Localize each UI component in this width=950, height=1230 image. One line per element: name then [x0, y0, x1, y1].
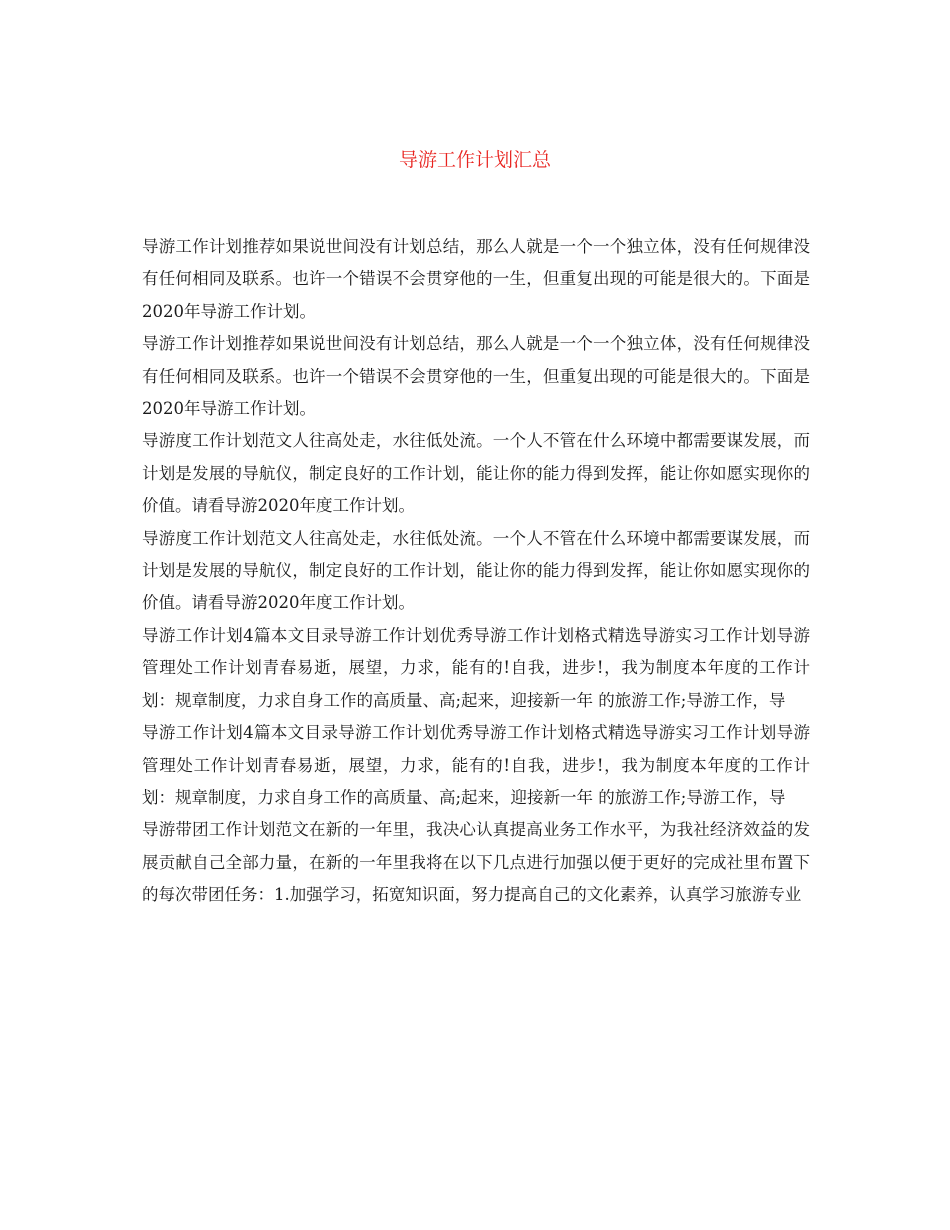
paragraph: 导游工作计划4篇本文目录导游工作计划优秀导游工作计划格式精选导游实习工作计划导游管理处工作计划青春易逝，展望，力求，能有的!自我，进步!，我为制度本年度的工作计划：规章制度，力求自身工作的高质量、高;起来，迎接新一年 的旅游工作;导游工作，导 [142, 625, 810, 710]
paragraph: 导游带团工作计划范文在新的一年里，我决心认真提高业务工作水平，为我社经济效益的发展贡献自己全部力量，在新的一年里我将在以下几点进行加强以便于更好的完成社里布置下的每次带团任务：1.加强学习，拓宽知识面，努力提高自己的文化素养，认真学习旅游专业 [142, 820, 810, 905]
paragraph: 导游工作计划推荐如果说世间没有计划总结，那么人就是一个一个独立体，没有任何规律没有任何相同及联系。也许一个错误不会贯穿他的一生，但重复出现的可能是很大的。下面是2020年导游工作计划。 [142, 334, 810, 419]
document-body [142, 231, 810, 912]
paragraph: 导游度工作计划范文人往高处走，水往低处流。一个人不管在什么环境中都需要谋发展，而计划是发展的导航仪，制定良好的工作计划，能让你的能力得到发挥，能让你如愿实现你的价值。请看导游2020年度工作计划。 [142, 431, 810, 516]
paragraph: 导游工作计划4篇本文目录导游工作计划优秀导游工作计划格式精选导游实习工作计划导游管理处工作计划青春易逝，展望，力求，能有的!自我，进步!，我为制度本年度的工作计划：规章制度，力求自身工作的高质量、高;起来，迎接新一年 的旅游工作;导游工作，导 [142, 723, 810, 807]
paragraph: 导游工作计划推荐如果说世间没有计划总结，那么人就是一个一个独立体，没有任何规律没有任何相同及联系。也许一个错误不会贯穿他的一生，但重复出现的可能是很大的。下面是2020年导游工作计划。 [142, 237, 810, 321]
document-title: 导游工作计划汇总 [398, 149, 551, 171]
paragraph: 导游度工作计划范文人往高处走，水往低处流。一个人不管在什么环境中都需要谋发展，而计划是发展的导航仪，制定良好的工作计划，能让你的能力得到发挥，能让你如愿实现你的价值。请看导游2020年度工作计划。 [142, 528, 810, 613]
